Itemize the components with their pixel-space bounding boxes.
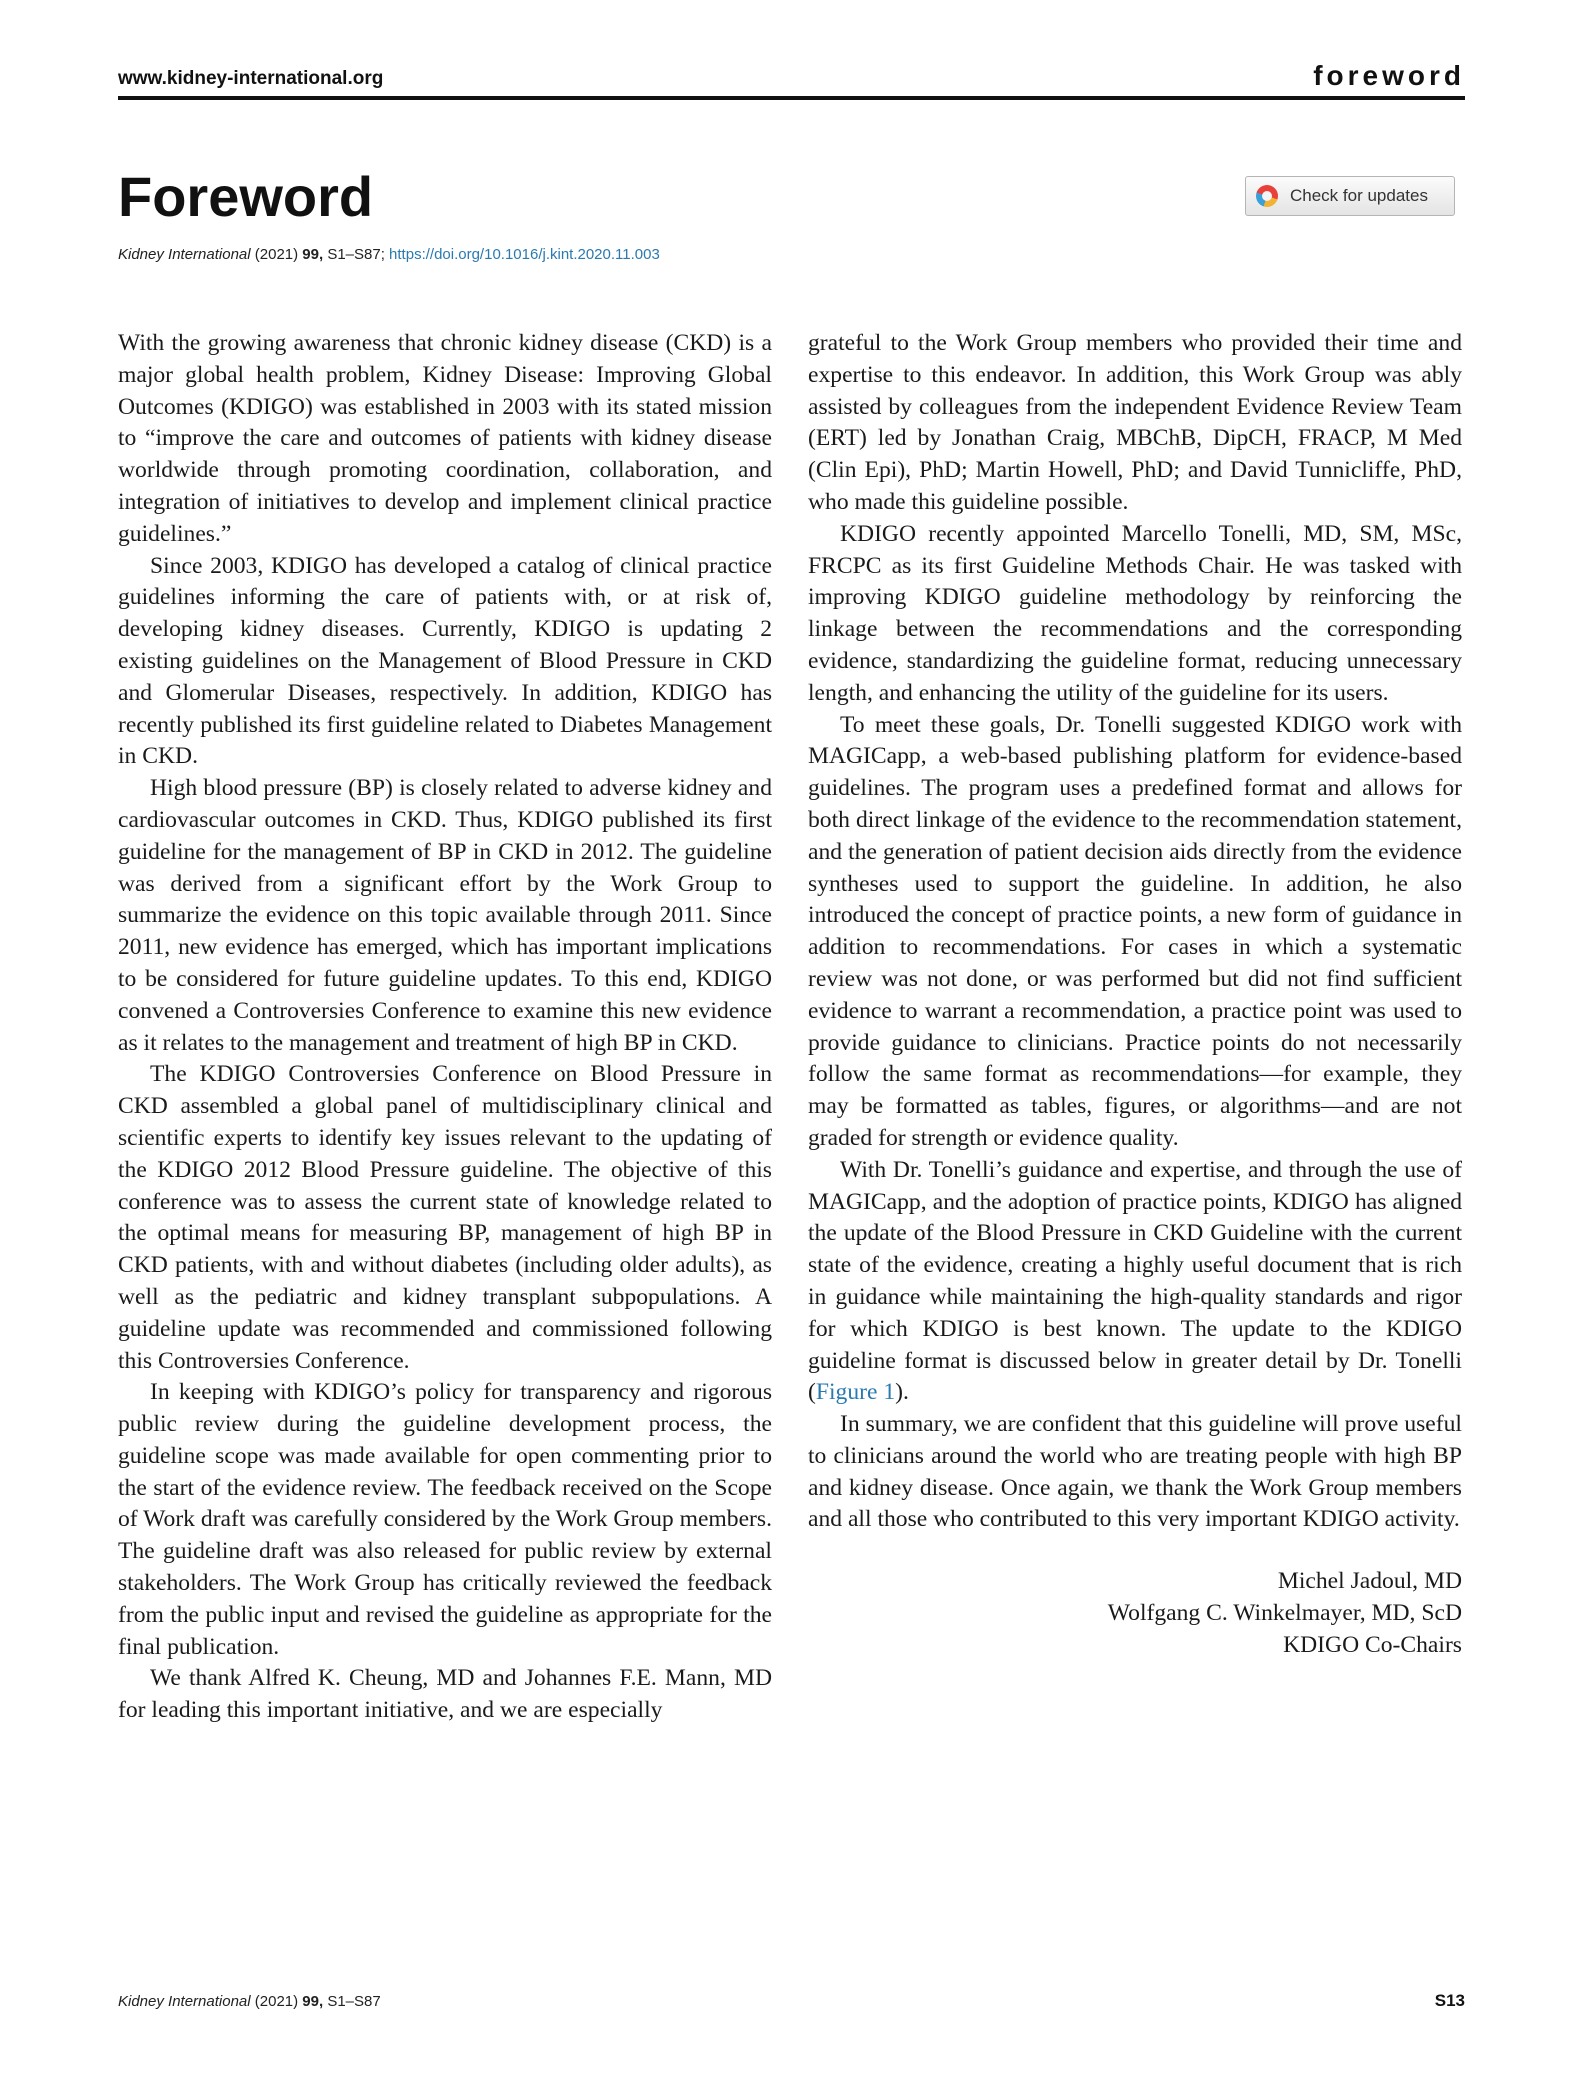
body-column-left bbox=[118, 328, 772, 1727]
figure-1-link[interactable]: Figure 1 bbox=[815, 1379, 896, 1406]
footer-journal: Kidney International bbox=[118, 1993, 251, 2010]
body-paragraph: To meet these goals, Dr. Tonelli suggested KDIGO work with MAGICapp, a web-based publishing platform for evidence-based guidelines. The program uses a predefined format and allows for both direct linkage of the evidence to the recommendation statement, and the generation of patient decision aids directly from the evidence syntheses used to support the guideline. In addition, he also introduced the concept of practice points, a new form of guidance in addition to recommendations. For cases in which a systematic review was not done, or was performed but did not find sufficient evidence to warrant a recommendation, a practice point was used to provide guidance to clinicians. Practice points do not necessarily follow the same format as recommendations—for example, they may be formatted as tables, figures, or algorithms—and are not graded for strength or evidence quality. bbox=[808, 711, 1462, 1151]
body-paragraph bbox=[808, 1155, 1462, 1409]
check-for-updates-label: Check for updates bbox=[1290, 186, 1428, 205]
section-label: foreword bbox=[1313, 60, 1465, 91]
header-divider bbox=[118, 96, 1465, 100]
figure-ref-close: ). bbox=[895, 1379, 909, 1406]
journal-url[interactable]: www.kidney-international.org bbox=[118, 68, 384, 89]
check-for-updates-button[interactable] bbox=[1245, 176, 1455, 216]
body-paragraph-text: With Dr. Tonelli’s guidance and expertise, and through the use of MAGICapp, and the adoption of practice points, KDIGO has aligned the update of the Blood Pressure in CKD Guideline with the current state of the evidence, creating a highly useful document that is rich in guidance while maintaining the high-quality standards and rigor for which KDIGO is best known. The update to the KDIGO guideline format is discussed below in greater detail by Dr. Tonelli bbox=[808, 1156, 1462, 1374]
body-paragraph: With the growing awareness that chronic kidney disease (CKD) is a major global health problem, Kidney Disease: Improving Global Outcomes (KDIGO) was established in 2003 with its stated mission to “improve the care and outcomes of patients with kidney disease worldwide through promoting coordination, collaboration, and integration of initiatives to develop and implement clinical practice guidelines.” bbox=[118, 330, 772, 547]
figure-ref-open: ( bbox=[808, 1379, 816, 1406]
citation-journal: Kidney International bbox=[118, 246, 251, 263]
body-paragraph: Since 2003, KDIGO has developed a catalog of clinical practice guidelines informing the care of patients with, or at risk of, developing kidney diseases. Currently, KDIGO is updating 2 existing guidelines on the Management of Blood Pressure in CKD and Glomerular Diseases, respectively. In addition, KDIGO has recently published its first guideline related to Diabetes Management in CKD. bbox=[118, 552, 772, 770]
body-column-right bbox=[808, 328, 1462, 1662]
signature-block bbox=[808, 1566, 1462, 1661]
citation-line bbox=[118, 246, 660, 263]
citation-year: (2021) bbox=[254, 246, 299, 263]
footer-year: (2021) bbox=[254, 1993, 299, 2010]
signature-line: Wolfgang C. Winkelmayer, MD, ScD bbox=[1107, 1600, 1462, 1627]
page-number: S13 bbox=[1434, 1991, 1465, 2010]
signature-line: KDIGO Co-Chairs bbox=[1283, 1631, 1462, 1658]
body-paragraph: The KDIGO Controversies Conference on Blood Pressure in CKD assembled a global panel of multidisciplinary clinical and scientific experts to identify key issues relevant to the updating of the KDIGO 2012 Blood Pressure guideline. The objective of this conference was to assess the current state of knowledge related to the optimal means for measuring BP, management of high BP in CKD patients, with and without diabetes (including older adults), as well as the pediatric and kidney transplant subpopulations. A guideline update was recommended and commissioned following this Controversies Conference. bbox=[118, 1061, 772, 1374]
body-paragraph: High blood pressure (BP) is closely related to adverse kidney and cardiovascular outcomes in CKD. Thus, KDIGO published its first guideline for the management of BP in CKD in 2012. The guideline was derived from a significant effort by the Work Group to summarize the evidence on this topic available through 2011. Since 2011, new evidence has emerged, which has important implications to be considered for future guideline updates. To this end, KDIGO convened a Controversies Conference to examine this new evidence as it relates to the management and treatment of high BP in CKD. bbox=[118, 775, 772, 1056]
body-paragraph: We thank Alfred K. Cheung, MD and Johannes F.E. Mann, MD for leading this important initiative, and we are especially bbox=[118, 1665, 772, 1724]
footer-citation bbox=[118, 1993, 381, 2010]
citation-volume: 99, bbox=[302, 246, 324, 263]
footer-pages: S1–S87 bbox=[327, 1993, 381, 2010]
body-paragraph: KDIGO recently appointed Marcello Tonelli, MD, SM, MSc, FRCPC as its first Guideline Methods Chair. He was tasked with improving KDIGO guideline methodology by reinforcing the linkage between the recommendations and the corresponding evidence, standardizing the guideline format, reducing unnecessary length, and enhancing the utility of the guideline for its users. bbox=[808, 520, 1462, 706]
signature-line: Michel Jadoul, MD bbox=[1277, 1568, 1462, 1595]
doi-link[interactable]: https://doi.org/10.1016/j.kint.2020.11.003 bbox=[389, 246, 660, 263]
citation-pages: S1–S87; bbox=[327, 246, 385, 263]
page-title: Foreword bbox=[118, 165, 374, 228]
crossmark-icon bbox=[1256, 185, 1278, 207]
body-paragraph: In summary, we are confident that this guideline will prove useful to clinicians around the world who are treating people with high BP and kidney disease. Once again, we thank the Work Group members and all those who contributed to this very important KDIGO activity. bbox=[808, 1411, 1462, 1533]
body-paragraph-continued: grateful to the Work Group members who provided their time and expertise to this endeavor. In addition, this Work Group was ably assisted by colleagues from the independent Evidence Review Team (ERT) led by Jonathan Craig, MBChB, DipCH, FRACP, M Med (Clin Epi), PhD; Martin Howell, PhD; and David Tunnicliffe, PhD, who made this guideline possible. bbox=[808, 330, 1462, 515]
footer-volume: 99, bbox=[302, 1993, 324, 2010]
body-paragraph: In keeping with KDIGO’s policy for transparency and rigorous public review during the guideline development process, the guideline scope was made available for open commenting prior to the start of the evidence review. The feedback received on the Scope of Work draft was carefully considered by the Work Group members. The guideline draft was also released for public review by external stakeholders. The Work Group has critically reviewed the feedback from the public input and revised the guideline as appropriate for the final publication. bbox=[118, 1379, 772, 1660]
